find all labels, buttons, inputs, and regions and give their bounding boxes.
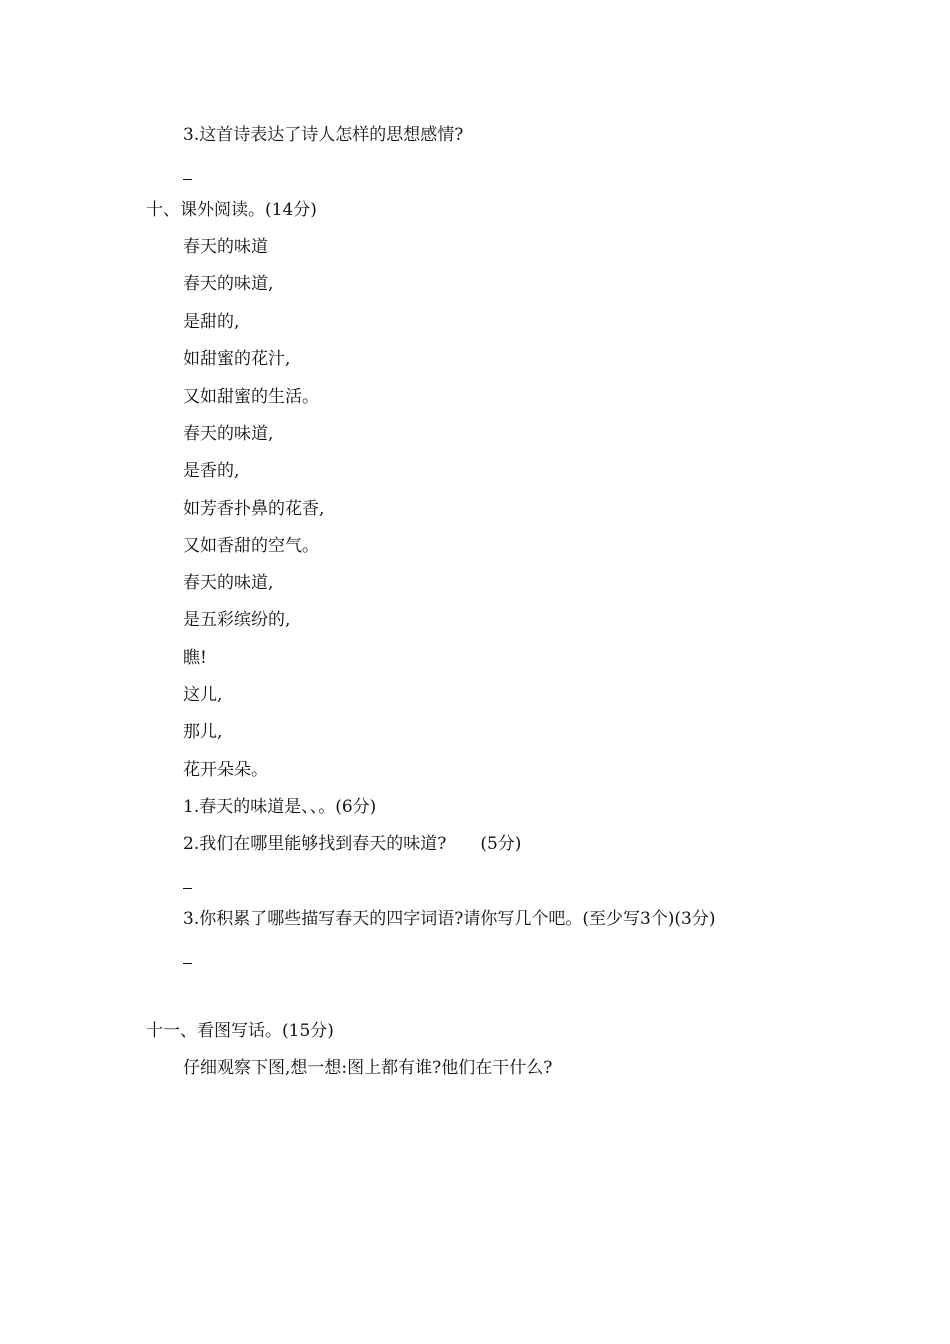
question-2-text: 2.我们在哪里能够找到春天的味道? <box>183 834 447 854</box>
answer-blank <box>183 963 192 964</box>
section10-question-2 <box>183 833 521 855</box>
poem-line: 这儿, <box>183 685 223 705</box>
poem-line: 又如香甜的空气。 <box>183 536 319 556</box>
answer-blank <box>183 179 192 180</box>
section11-prompt: 仔细观察下图,想一想:图上都有谁?他们在干什么? <box>183 1058 553 1078</box>
poem-line: 如芳香扑鼻的花香, <box>183 499 325 519</box>
poem-line: 花开朵朵。 <box>183 760 268 780</box>
answer-blank <box>183 888 192 889</box>
poem-line: 春天的味道, <box>183 274 274 294</box>
poem-line: 春天的味道, <box>183 573 274 593</box>
poem-line: 是香的, <box>183 461 240 481</box>
poem-line: 春天的味道, <box>183 424 274 444</box>
section10-heading: 十、课外阅读。(14分) <box>146 200 317 220</box>
question-2-points: (5分) <box>480 834 522 854</box>
section10-question-1: 1.春天的味道是、、。(6分) <box>183 797 377 817</box>
poem-line: 瞧! <box>183 648 207 668</box>
poem-line: 那儿, <box>183 722 223 742</box>
section10-question-3: 3.你积累了哪些描写春天的四字词语?请你写几个吧。(至少写3个)(3分) <box>183 909 716 929</box>
section11-heading: 十一、看图写话。(15分) <box>146 1021 334 1041</box>
poem-line: 如甜蜜的花汁, <box>183 349 291 369</box>
poem-line: 又如甜蜜的生活。 <box>183 387 319 407</box>
poem-line: 是甜的, <box>183 312 240 332</box>
section9-question-3: 3.这首诗表达了诗人怎样的思想感情? <box>183 125 464 145</box>
poem-title: 春天的味道 <box>183 237 268 257</box>
poem-line: 是五彩缤纷的, <box>183 610 291 630</box>
